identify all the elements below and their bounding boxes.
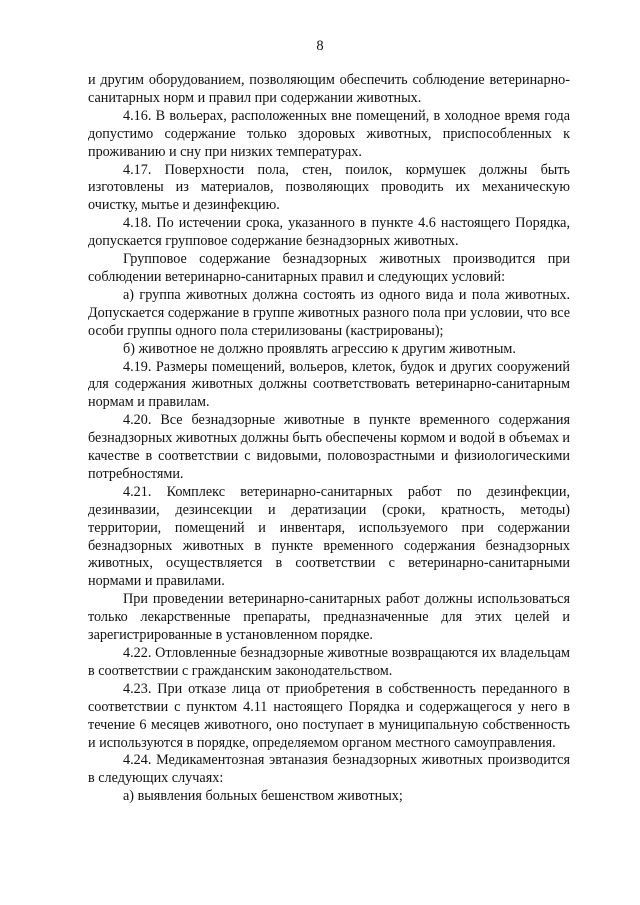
paragraph-4-17: 4.17. Поверхности пола, стен, поилок, кормушек должны быть изготовлены из материалов, позволяющих проводить их механическую очистку, мытье и дезинфекцию. — [88, 161, 570, 214]
paragraph-continuation: и другим оборудованием, позволяющим обеспечить соблюдение ветеринарно-санитарных норм и правил при содержании животных. — [88, 72, 570, 106]
paragraph-4-24: 4.24. Медикаментозная эвтаназия безнадзорных животных производится в следующих случаях: — [88, 752, 570, 787]
paragraph-4-20: 4.20. Все безнадзорные животные в пункте временного содержания безнадзорных животных должны быть обеспечены кормом и водой в объемах и качестве в соответствии с видовыми, половозрастными и физиологическими потребностями. — [88, 412, 570, 482]
paragraph-condition-b: б) животное не должно проявлять агрессию к другим животным. — [123, 340, 516, 357]
paragraph-4-21: 4.21. Комплекс ветеринарно-санитарных работ по дезинфекции, дезинвазии, дезинсекции и дератизации (сроки, кратность, методы) территории, помещений и инвентаря, используемого при содержании безнадзорных животных в пункте временного содержания безнадзорных животных, осуществляется в соответствии с ветеринарно-санитарными нормами и правилами. — [88, 483, 570, 590]
paragraph-4-22: 4.22. Отловленные безнадзорные животные возвращаются их владельцам в соответствии с гражданским законодательством. — [88, 645, 570, 679]
paragraph-4-24-case-a: а) выявления больных бешенством животных; — [123, 788, 403, 805]
paragraph-4-19: 4.19. Размеры помещений, вольеров, клеток, будок и других сооружений для содержания животных должны соответствовать ветеринарно-санитарным нормам и правилам. — [88, 358, 570, 411]
paragraph-4-16: 4.16. В вольерах, расположенных вне помещений, в холодное время года допустимо содержание только здоровых животных, приспособленных к проживанию и сну при низких температурах. — [88, 107, 570, 160]
paragraph-4-21-medications: При проведении ветеринарно-санитарных работ должны использоваться только лекарственные препараты, предназначенные для этих целей и зарегистрированные в установленном порядке. — [88, 591, 570, 644]
paragraph-4-18: 4.18. По истечении срока, указанного в пункте 4.6 настоящего Порядка, допускается групповое содержание безнадзорных животных. — [88, 215, 570, 250]
paragraph-condition-a: а) группа животных должна состоять из одного вида и пола животных. Допускается содержание в группе животных разного пола при условии, что все особи группы одного пола стерилизованы (кастрированы); — [88, 286, 570, 339]
page-number: 8 — [316, 38, 324, 54]
paragraph-group-conditions: Групповое содержание безнадзорных животных производится при соблюдении ветеринарно-санитарных правил и следующих условий: — [88, 251, 570, 285]
paragraph-4-23: 4.23. При отказе лица от приобретения в собственность переданного в соответствии с пунктом 4.11 настоящего Порядка и содержащегося у него в течение 6 месяцев животного, оно поступает в муниципальную собственность и используются в порядке, определяемом органом местного самоуправления. — [88, 680, 570, 751]
document-body — [88, 72, 570, 806]
